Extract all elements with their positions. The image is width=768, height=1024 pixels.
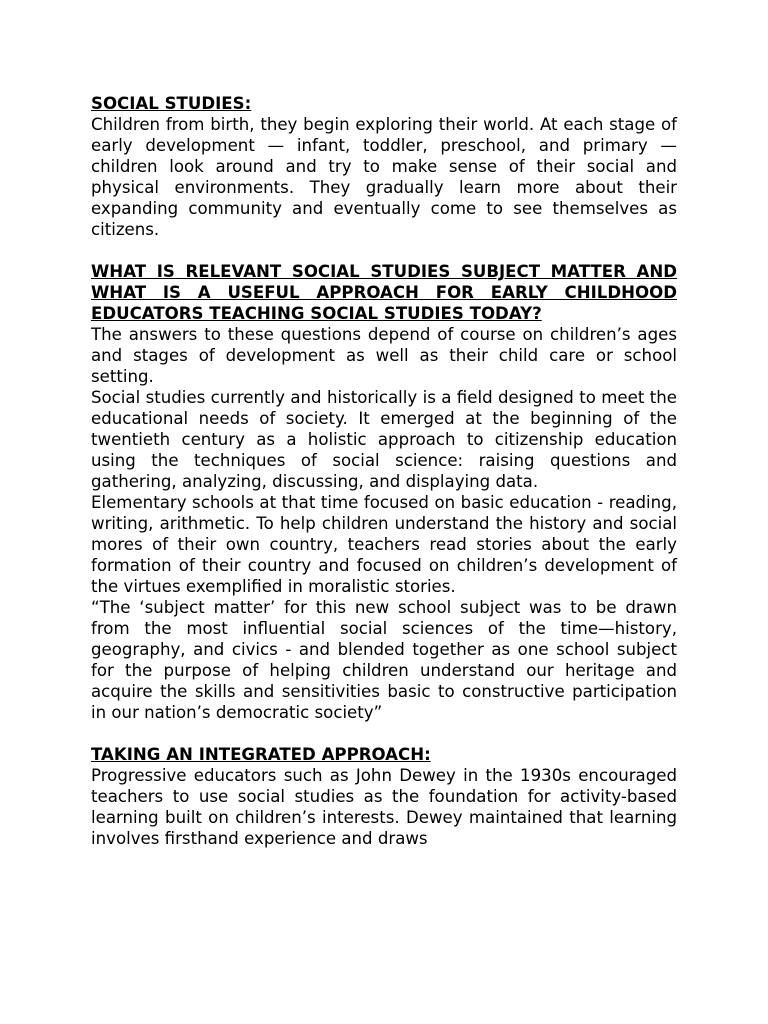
section-integrated-approach <box>91 744 677 849</box>
body-paragraph: Social studies currently and historically is a field designed to meet the educational needs of society. It emerged at the beginning of the twentieth century as a holistic approach to citizenship education using the techniques of social science: raising questions and gathering, analyzing, discussing, and displaying data. <box>91 388 677 491</box>
section-relevant-subject-matter <box>91 261 677 723</box>
body-paragraph: Progressive educators such as John Dewey in the 1930s encouraged teachers to use social studies as the foundation for activity-based learning built on children’s interests. Dewey maintained that learning involves firsthand experience and draws <box>91 766 677 848</box>
paragraph-spacer <box>91 240 677 261</box>
body-paragraph: Elementary schools at that time focused on basic education - reading, writing, arithmetic. To help children understand the history and social mores of their own country, teachers read stories about the early formation of their country and focused on children’s development of the virtues exemplified in moralistic stories. <box>91 493 677 596</box>
body-paragraph: Children from birth, they begin exploring their world. At each stage of early development — infant, toddler, preschool, and primary — children look around and try to make sense of their social and physical environments. They gradually learn more about their expanding community and eventually come to see themselves as citizens. <box>91 115 677 239</box>
section-heading: SOCIAL STUDIES: <box>91 94 252 113</box>
paragraph-spacer <box>91 723 677 744</box>
document-page <box>91 93 677 849</box>
section-heading: TAKING AN INTEGRATED APPROACH: <box>91 745 431 764</box>
body-paragraph: “The ‘subject matter’ for this new school subject was to be drawn from the most influential social sciences of the time—history, geography, and civics - and blended together as one school subject for the purpose of helping children understand our heritage and acquire the skills and sensitivities basic to constructive participation in our nation’s democratic society” <box>91 598 677 722</box>
section-social-studies <box>91 93 677 240</box>
body-paragraph: The answers to these questions depend of course on children’s ages and stages of development as well as their child care or school setting. <box>91 325 677 386</box>
section-heading: WHAT IS RELEVANT SOCIAL STUDIES SUBJECT MATTER AND WHAT IS A USEFUL APPROACH FOR EARLY CHILDHOOD EDUCATORS TEACHING SOCIAL STUDIES TODAY? <box>91 262 677 323</box>
